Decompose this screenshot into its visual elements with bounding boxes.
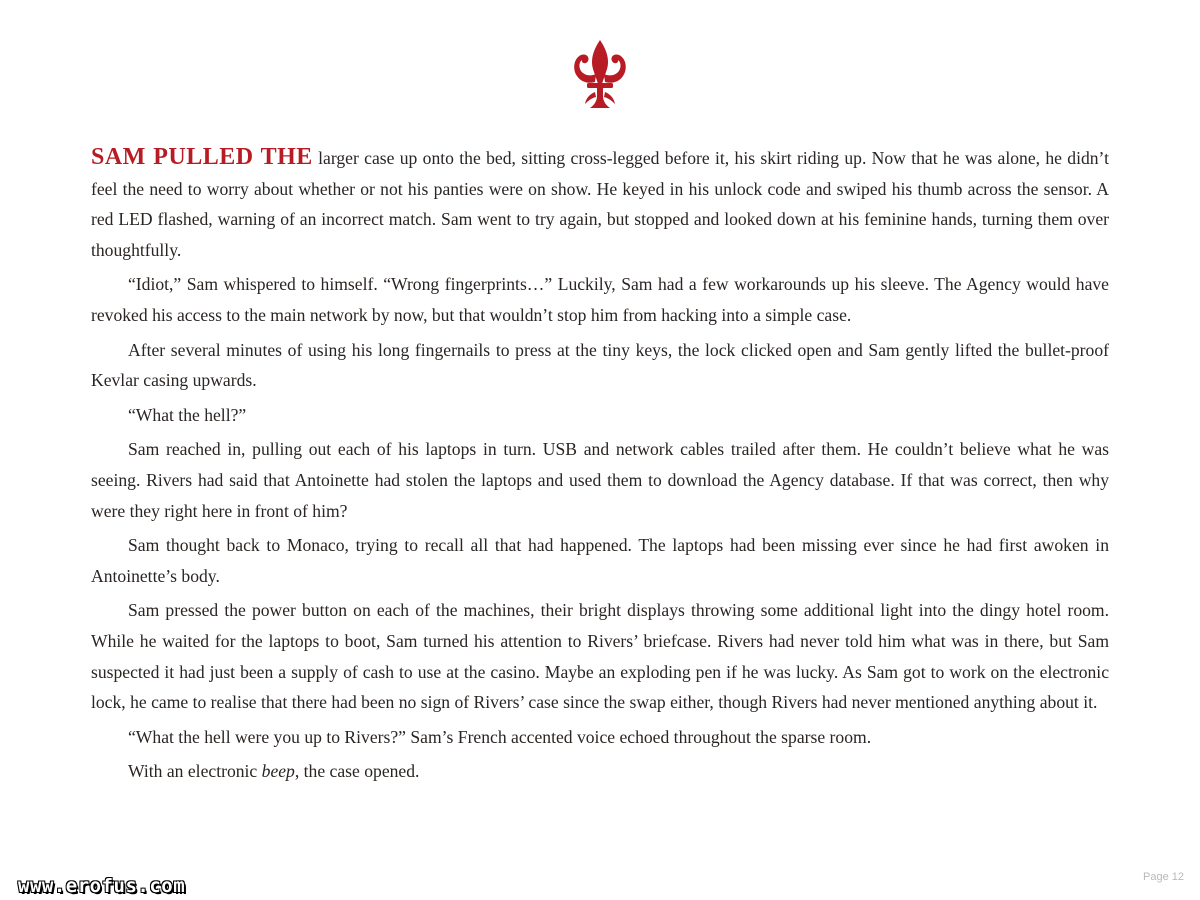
fleur-de-lis-icon — [568, 38, 632, 112]
lead-in-capitals: SAM PULLED THE — [91, 144, 313, 170]
paragraph-1 — [91, 142, 1109, 265]
paragraph-1-text: larger case up onto the bed, sitting cross-legged before it, his skirt riding up. Now that he was alone, he didn’t feel the need to worry about whether or not his panties were on show. He keyed in his unlock code and swiped his thumb across the sensor. A red LED flashed, warning of an incorrect match. Sam went to try again, but stopped and looked down at his feminine hands, turning them over thoughtfully. — [91, 148, 1109, 260]
paragraph-9 — [91, 756, 1109, 787]
paragraph-2: “Idiot,” Sam whispered to himself. “Wrong fingerprints…” Luckily, Sam had a few workarounds up his sleeve. The Agency would have revoked his access to the main network by now, but that wouldn’t stop him from hacking into a simple case. — [91, 274, 1109, 325]
paragraph-7: Sam pressed the power button on each of the machines, their bright displays throwing some additional light into the dingy hotel room. While he waited for the laptops to boot, Sam turned his attention to Rivers’ briefcase. Rivers had never told him what was in there, but Sam suspected it had just been a supply of cash to use at the casino. Maybe an exploding pen if he was lucky. As Sam got to work on the electronic lock, he came to realise that there had been no sign of Rivers’ case since the swap either, though Rivers had never mentioned anything about it. — [91, 600, 1109, 713]
watermark: www.erofus.com — [18, 875, 186, 897]
emphasis-beep: beep — [261, 761, 295, 782]
paragraph-3: After several minutes of using his long fingernails to press at the tiny keys, the lock clicked open and Sam gently lifted the bullet-proof Kevlar casing upwards. — [91, 339, 1109, 391]
page-number: Page 12 — [1143, 871, 1184, 883]
paragraph-9-end: , the case opened. — [294, 761, 420, 782]
paragraph-6: Sam thought back to Monaco, trying to recall all that had happened. The laptops had been missing ever since he had first awoken in Antoinette’s body. — [91, 535, 1109, 586]
paragraph-8: “What the hell were you up to Rivers?” Sam’s French accented voice echoed throughout the sparse room. — [128, 726, 872, 747]
paragraph-9-start: With an electronic — [128, 761, 262, 782]
paragraph-5: Sam reached in, pulling out each of his laptops in turn. USB and network cables trailed after them. He couldn’t believe what he was seeing. Rivers had said that Antoinette had stolen the laptops and used them to download the Agency database. If that was correct, then why were they right here in front of him? — [91, 439, 1109, 521]
paragraph-4: “What the hell?” — [128, 404, 247, 425]
story-text — [91, 142, 1109, 791]
